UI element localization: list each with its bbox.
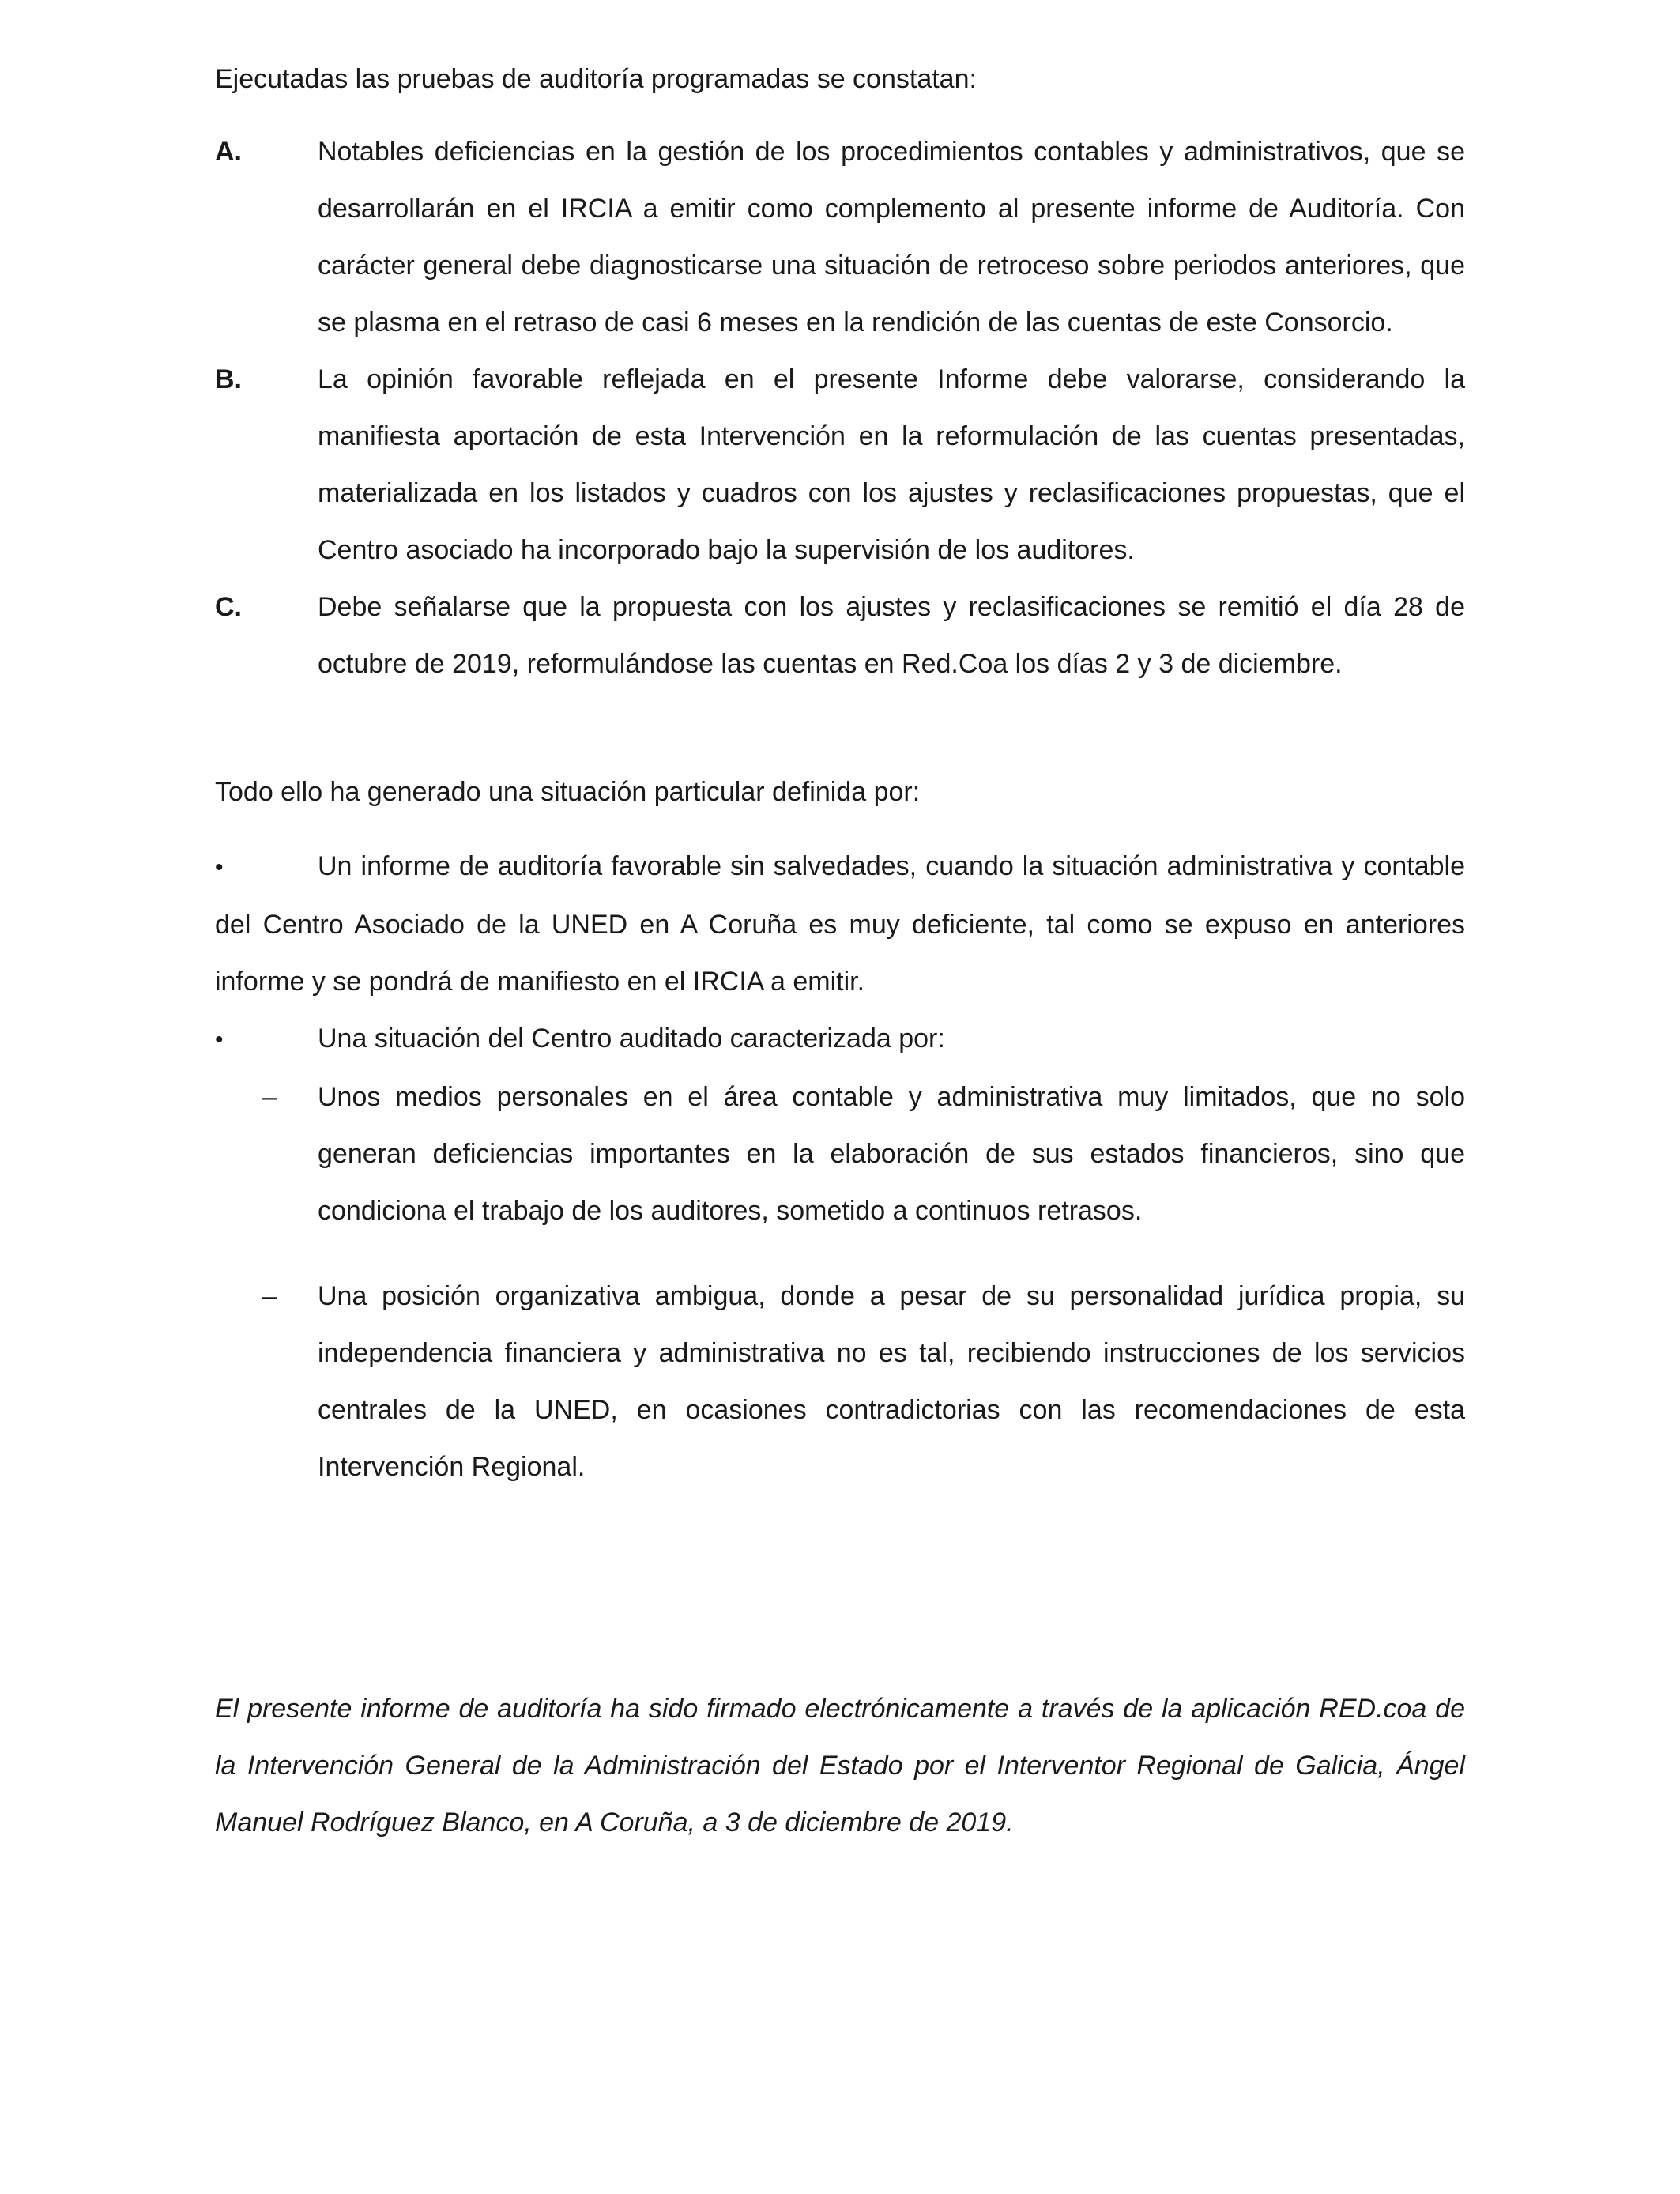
finding-a-text: Notables deficiencias en la gestión de los procedimientos contables y administrativos, que se desarrollarán en el IRCIA a emitir como complemento al presente informe de Auditoría. Con carácter general debe diagnosticarse una situación de retroceso sobre periodos anteriores, que se plasma en el retraso de casi 6 meses en la rendición de las cuentas de este Consorcio. <box>318 137 1465 337</box>
list-spacer <box>215 1239 1465 1268</box>
bullet-icon: • <box>215 854 224 880</box>
bullet-icon: • <box>215 1027 224 1053</box>
bullet-item <box>215 838 1465 1010</box>
document-body <box>215 51 1465 1495</box>
section-spacer <box>215 692 1465 763</box>
sub-item-text: Una posición organizativa ambigua, donde a pesar de su personalidad jurídica propia, su independencia financiera y administrativa no es tal, recibiendo instrucciones de los servicios centrales de la UNED, en ocasiones contradictorias con las recomendaciones de esta Intervención Regional. <box>318 1281 1465 1482</box>
sub-item <box>215 1268 1465 1495</box>
intro-paragraph: Ejecutadas las pruebas de auditoría programadas se constatan: <box>215 64 977 94</box>
finding-b <box>215 351 1465 579</box>
bullet-text: Una situación del Centro auditado caracterizada por: <box>318 1023 945 1054</box>
dash-icon: – <box>262 1082 277 1112</box>
finding-a-letter: A. <box>215 137 242 167</box>
finding-b-letter: B. <box>215 364 242 394</box>
finding-c-text: Debe señalarse que la propuesta con los ajustes y reclasificaciones se remitió el día 28 de octubre de 2019, reformulándose las cuentas en Red.Coa los días 2 y 3 de diciembre. <box>318 592 1465 679</box>
finding-c-letter: C. <box>215 592 242 622</box>
finding-a <box>215 123 1465 351</box>
finding-c <box>215 579 1465 692</box>
signature-note: El presente informe de auditoría ha sido firmado electrónicamente a través de la aplicación RED.coa de la Intervención General de la Administración del Estado por el Interventor Regional de Galicia, Ángel Manuel Rodríguez Blanco, en A Coruña, a 3 de diciembre de 2019. <box>215 1694 1465 1838</box>
bullet-item <box>215 1010 1465 1069</box>
finding-b-text: La opinión favorable reflejada en el presente Informe debe valorarse, considerando la manifiesta aportación de esta Intervención en la reformulación de las cuentas presentadas, materializada en los listados y cuadros con los ajustes y reclasificaciones propuestas, que el Centro asociado ha incorporado bajo la supervisión de los auditores. <box>318 364 1465 565</box>
bullet-text: Un informe de auditoría favorable sin salvedades, cuando la situación administrativa y contable del Centro Asociado de la UNED en A Coruña es muy deficiente, tal como se expuso en anteriores informe y se pondrá de manifiesto en el IRCIA a emitir. <box>215 851 1465 997</box>
sub-item <box>215 1069 1465 1239</box>
sub-item-text: Unos medios personales en el área contable y administrativa muy limitados, que no solo generan deficiencias importantes en la elaboración de sus estados financieros, sino que condiciona el trabajo de los auditores, sometido a continuos retrasos. <box>318 1082 1465 1226</box>
summary-intro: Todo ello ha generado una situación particular definida por: <box>215 777 921 807</box>
dash-icon: – <box>262 1281 277 1311</box>
